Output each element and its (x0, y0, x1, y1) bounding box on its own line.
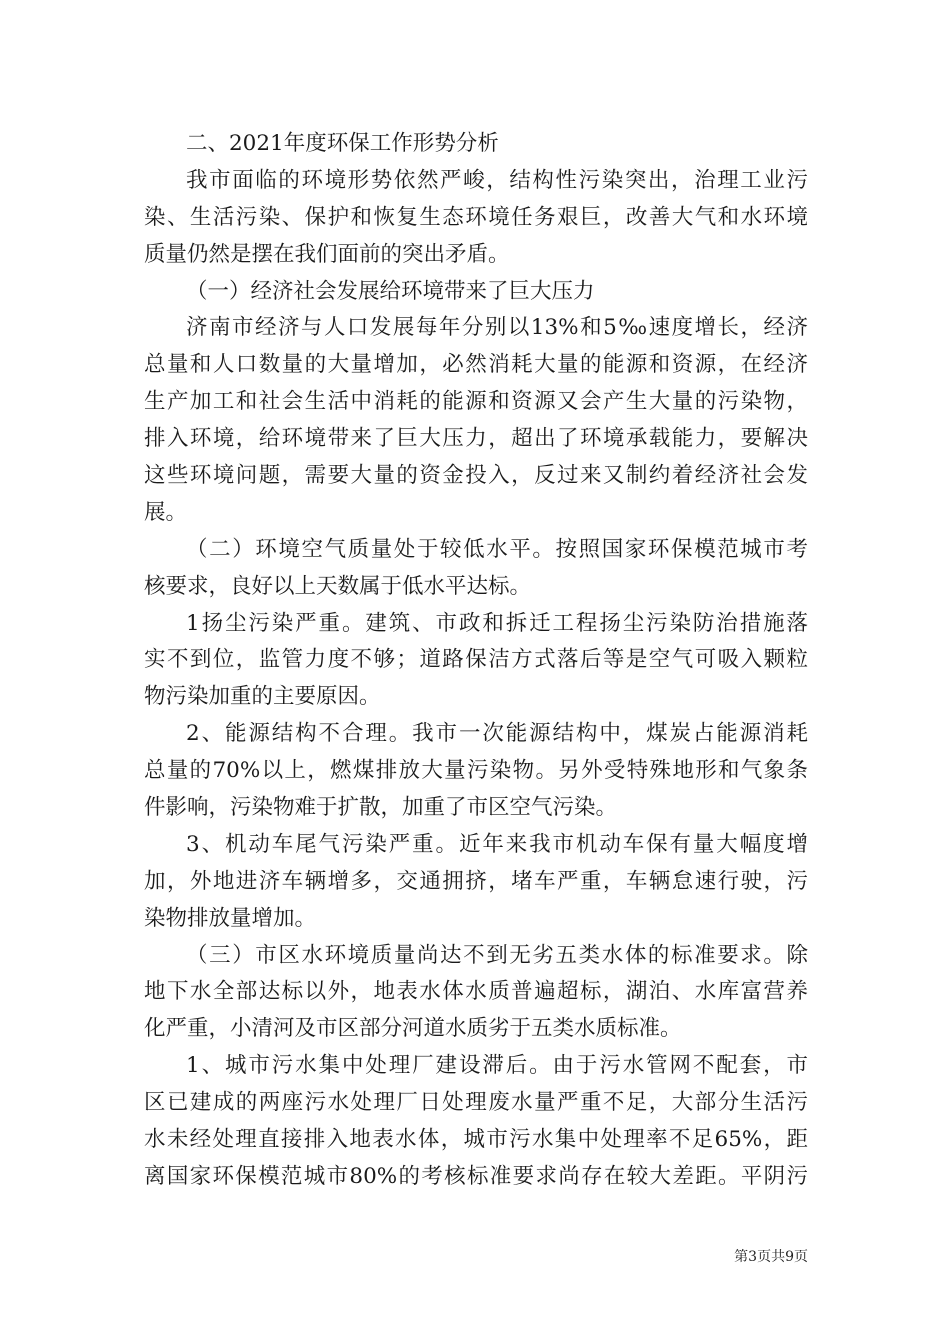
text-line: 染物排放量增加。 (144, 905, 317, 931)
page-number-footer: 第3页共9页 (734, 1249, 808, 1265)
text-line: 二、2021年度环保工作形势分析 (186, 131, 499, 156)
text-line: 生产加工和社会生活中消耗的能源和资源又会产生大量的污染物， (144, 389, 808, 415)
text-line: 离国家环保模范城市80%的考核标准要求尚存在较大差距。平阴污 (144, 1163, 808, 1189)
text-line: 展。 (144, 499, 188, 525)
text-line: 水未经处理直接排入地表水体，城市污水集中处理率不足65%，距 (144, 1127, 808, 1153)
text-line: 1扬尘污染严重。建筑、市政和拆迁工程扬尘污染防治措施落 (186, 610, 808, 636)
paragraph (144, 938, 808, 1049)
text-line: 件影响，污染物难于扩散，加重了市区空气污染。 (144, 795, 618, 821)
text-line: 地下水全部达标以外，地表水体水质普遍超标，湖泊、水库富营养 (144, 979, 808, 1005)
text-line: 这些环境问题，需要大量的资金投入，反过来又制约着经济社会发 (144, 463, 808, 489)
text-line: 区已建成的两座污水处理厂日处理废水量严重不足，大部分生活污 (144, 1090, 808, 1116)
text-line: 物污染加重的主要原因。 (144, 684, 381, 710)
document-body (144, 126, 808, 1196)
text-line: 染、生活污染、保护和恢复生态环境任务艰巨，改善大气和水环境 (144, 204, 808, 230)
text-line: （二）环境空气质量处于较低水平。按照国家环保模范城市考 (186, 536, 808, 562)
text-line: 核要求，良好以上天数属于低水平达标。 (144, 573, 532, 599)
paragraph (144, 163, 808, 274)
text-line: （一）经济社会发展给环境带来了巨大压力 (186, 278, 595, 304)
text-line: 我市面临的环境形势依然严峻，结构性污染突出，治理工业污 (186, 167, 808, 193)
text-line: 2、能源结构不合理。我市一次能源结构中，煤炭占能源消耗 (186, 721, 808, 747)
section-heading (144, 274, 808, 311)
text-line: 加，外地进济车辆增多，交通拥挤，堵车严重，车辆怠速行驶，污 (144, 868, 808, 894)
paragraph (144, 532, 808, 606)
paragraph (144, 1048, 808, 1196)
text-line: 实不到位，监管力度不够；道路保洁方式落后等是空气可吸入颗粒 (144, 647, 808, 673)
text-line: 总量的70%以上，燃煤排放大量污染物。另外受特殊地形和气象条 (144, 758, 808, 784)
text-line: 3、机动车尾气污染严重。近年来我市机动车保有量大幅度增 (186, 831, 808, 857)
paragraph (144, 310, 808, 531)
text-line: 化严重，小清河及市区部分河道水质劣于五类水质标准。 (144, 1016, 682, 1042)
text-line: 排入环境，给环境带来了巨大压力，超出了环境承载能力，要解决 (144, 426, 808, 452)
text-line: 总量和人口数量的大量增加，必然消耗大量的能源和资源，在经济 (144, 352, 808, 378)
text-line: 质量仍然是摆在我们面前的突出矛盾。 (144, 241, 510, 267)
text-line: （三）市区水环境质量尚达不到无劣五类水体的标准要求。除 (186, 942, 808, 968)
section-heading (144, 126, 808, 163)
paragraph (144, 716, 808, 827)
paragraph (144, 827, 808, 938)
paragraph (144, 606, 808, 717)
text-line: 济南市经济与人口发展每年分别以13%和5‰速度增长，经济 (186, 315, 808, 341)
text-line: 1、城市污水集中处理厂建设滞后。由于污水管网不配套，市 (186, 1053, 808, 1079)
